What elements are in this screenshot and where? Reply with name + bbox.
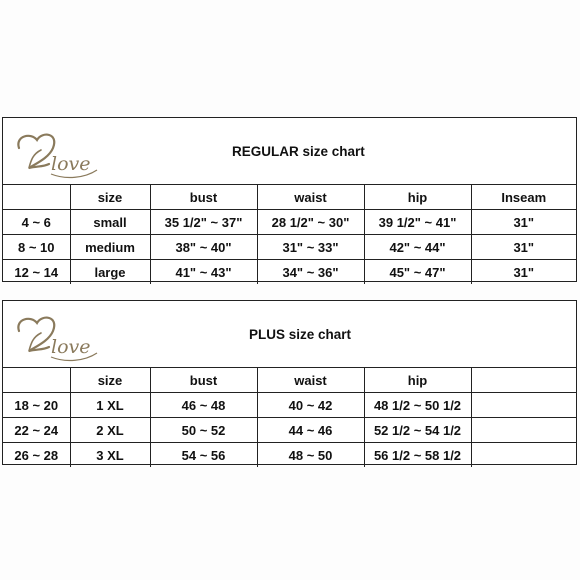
plus-size-chart — [2, 300, 577, 465]
header-cell — [3, 185, 70, 210]
brand-logo-text: love — [51, 153, 91, 175]
table-cell: 2 XL — [70, 418, 150, 443]
table-cell: 8 ~ 10 — [3, 235, 70, 260]
table-cell: 34" ~ 36" — [257, 260, 364, 285]
header-cell: bust — [150, 368, 257, 393]
header-cell: size — [70, 185, 150, 210]
table-cell: 18 ~ 20 — [3, 393, 70, 418]
table-cell: 31" — [471, 260, 576, 285]
table-cell: 28 1/2" ~ 30" — [257, 210, 364, 235]
brand-logo — [11, 126, 103, 181]
brand-logo-text: love — [51, 336, 91, 358]
header-cell: waist — [257, 185, 364, 210]
table-cell: 42" ~ 44" — [364, 235, 471, 260]
table-row — [3, 393, 576, 418]
header-cell: size — [70, 368, 150, 393]
table-cell: 46 ~ 48 — [150, 393, 257, 418]
table-cell: 41" ~ 43" — [150, 260, 257, 285]
table-cell: 12 ~ 14 — [3, 260, 70, 285]
header-cell — [3, 368, 70, 393]
table-cell: 26 ~ 28 — [3, 443, 70, 468]
table-cell: 39 1/2" ~ 41" — [364, 210, 471, 235]
header-cell: hip — [364, 185, 471, 210]
table-cell: 48 1/2 ~ 50 1/2 — [364, 393, 471, 418]
regular-chart-header — [3, 118, 576, 185]
table-row — [3, 260, 576, 285]
table-cell: small — [70, 210, 150, 235]
table-cell: large — [70, 260, 150, 285]
table-cell: 40 ~ 42 — [257, 393, 364, 418]
table-cell: 31" — [471, 235, 576, 260]
table-cell: 31" ~ 33" — [257, 235, 364, 260]
table-row — [3, 443, 576, 468]
header-cell: Inseam — [471, 185, 576, 210]
header-cell: waist — [257, 368, 364, 393]
regular-size-chart — [2, 117, 577, 282]
table-cell: 1 XL — [70, 393, 150, 418]
brand-logo — [11, 309, 103, 364]
table-row — [3, 418, 576, 443]
table-header-row — [3, 368, 576, 393]
table-cell: 54 ~ 56 — [150, 443, 257, 468]
table-cell: 50 ~ 52 — [150, 418, 257, 443]
regular-size-table — [3, 184, 576, 284]
table-cell: 38" ~ 40" — [150, 235, 257, 260]
header-cell: bust — [150, 185, 257, 210]
table-row — [3, 235, 576, 260]
table-cell: 31" — [471, 210, 576, 235]
table-cell: 48 ~ 50 — [257, 443, 364, 468]
table-cell: 45" ~ 47" — [364, 260, 471, 285]
table-cell: 52 1/2 ~ 54 1/2 — [364, 418, 471, 443]
plus-size-table — [3, 367, 576, 467]
chart-title: PLUS size chart — [249, 327, 352, 342]
table-cell — [471, 418, 576, 443]
plus-chart-header — [3, 301, 576, 368]
table-cell: medium — [70, 235, 150, 260]
table-cell: 44 ~ 46 — [257, 418, 364, 443]
table-cell: 56 1/2 ~ 58 1/2 — [364, 443, 471, 468]
table-cell — [471, 393, 576, 418]
table-cell: 3 XL — [70, 443, 150, 468]
table-header-row — [3, 185, 576, 210]
header-cell — [471, 368, 576, 393]
table-row — [3, 210, 576, 235]
table-cell: 4 ~ 6 — [3, 210, 70, 235]
table-cell — [471, 443, 576, 468]
table-cell: 22 ~ 24 — [3, 418, 70, 443]
header-cell: hip — [364, 368, 471, 393]
table-cell: 35 1/2" ~ 37" — [150, 210, 257, 235]
chart-title: REGULAR size chart — [232, 144, 365, 159]
